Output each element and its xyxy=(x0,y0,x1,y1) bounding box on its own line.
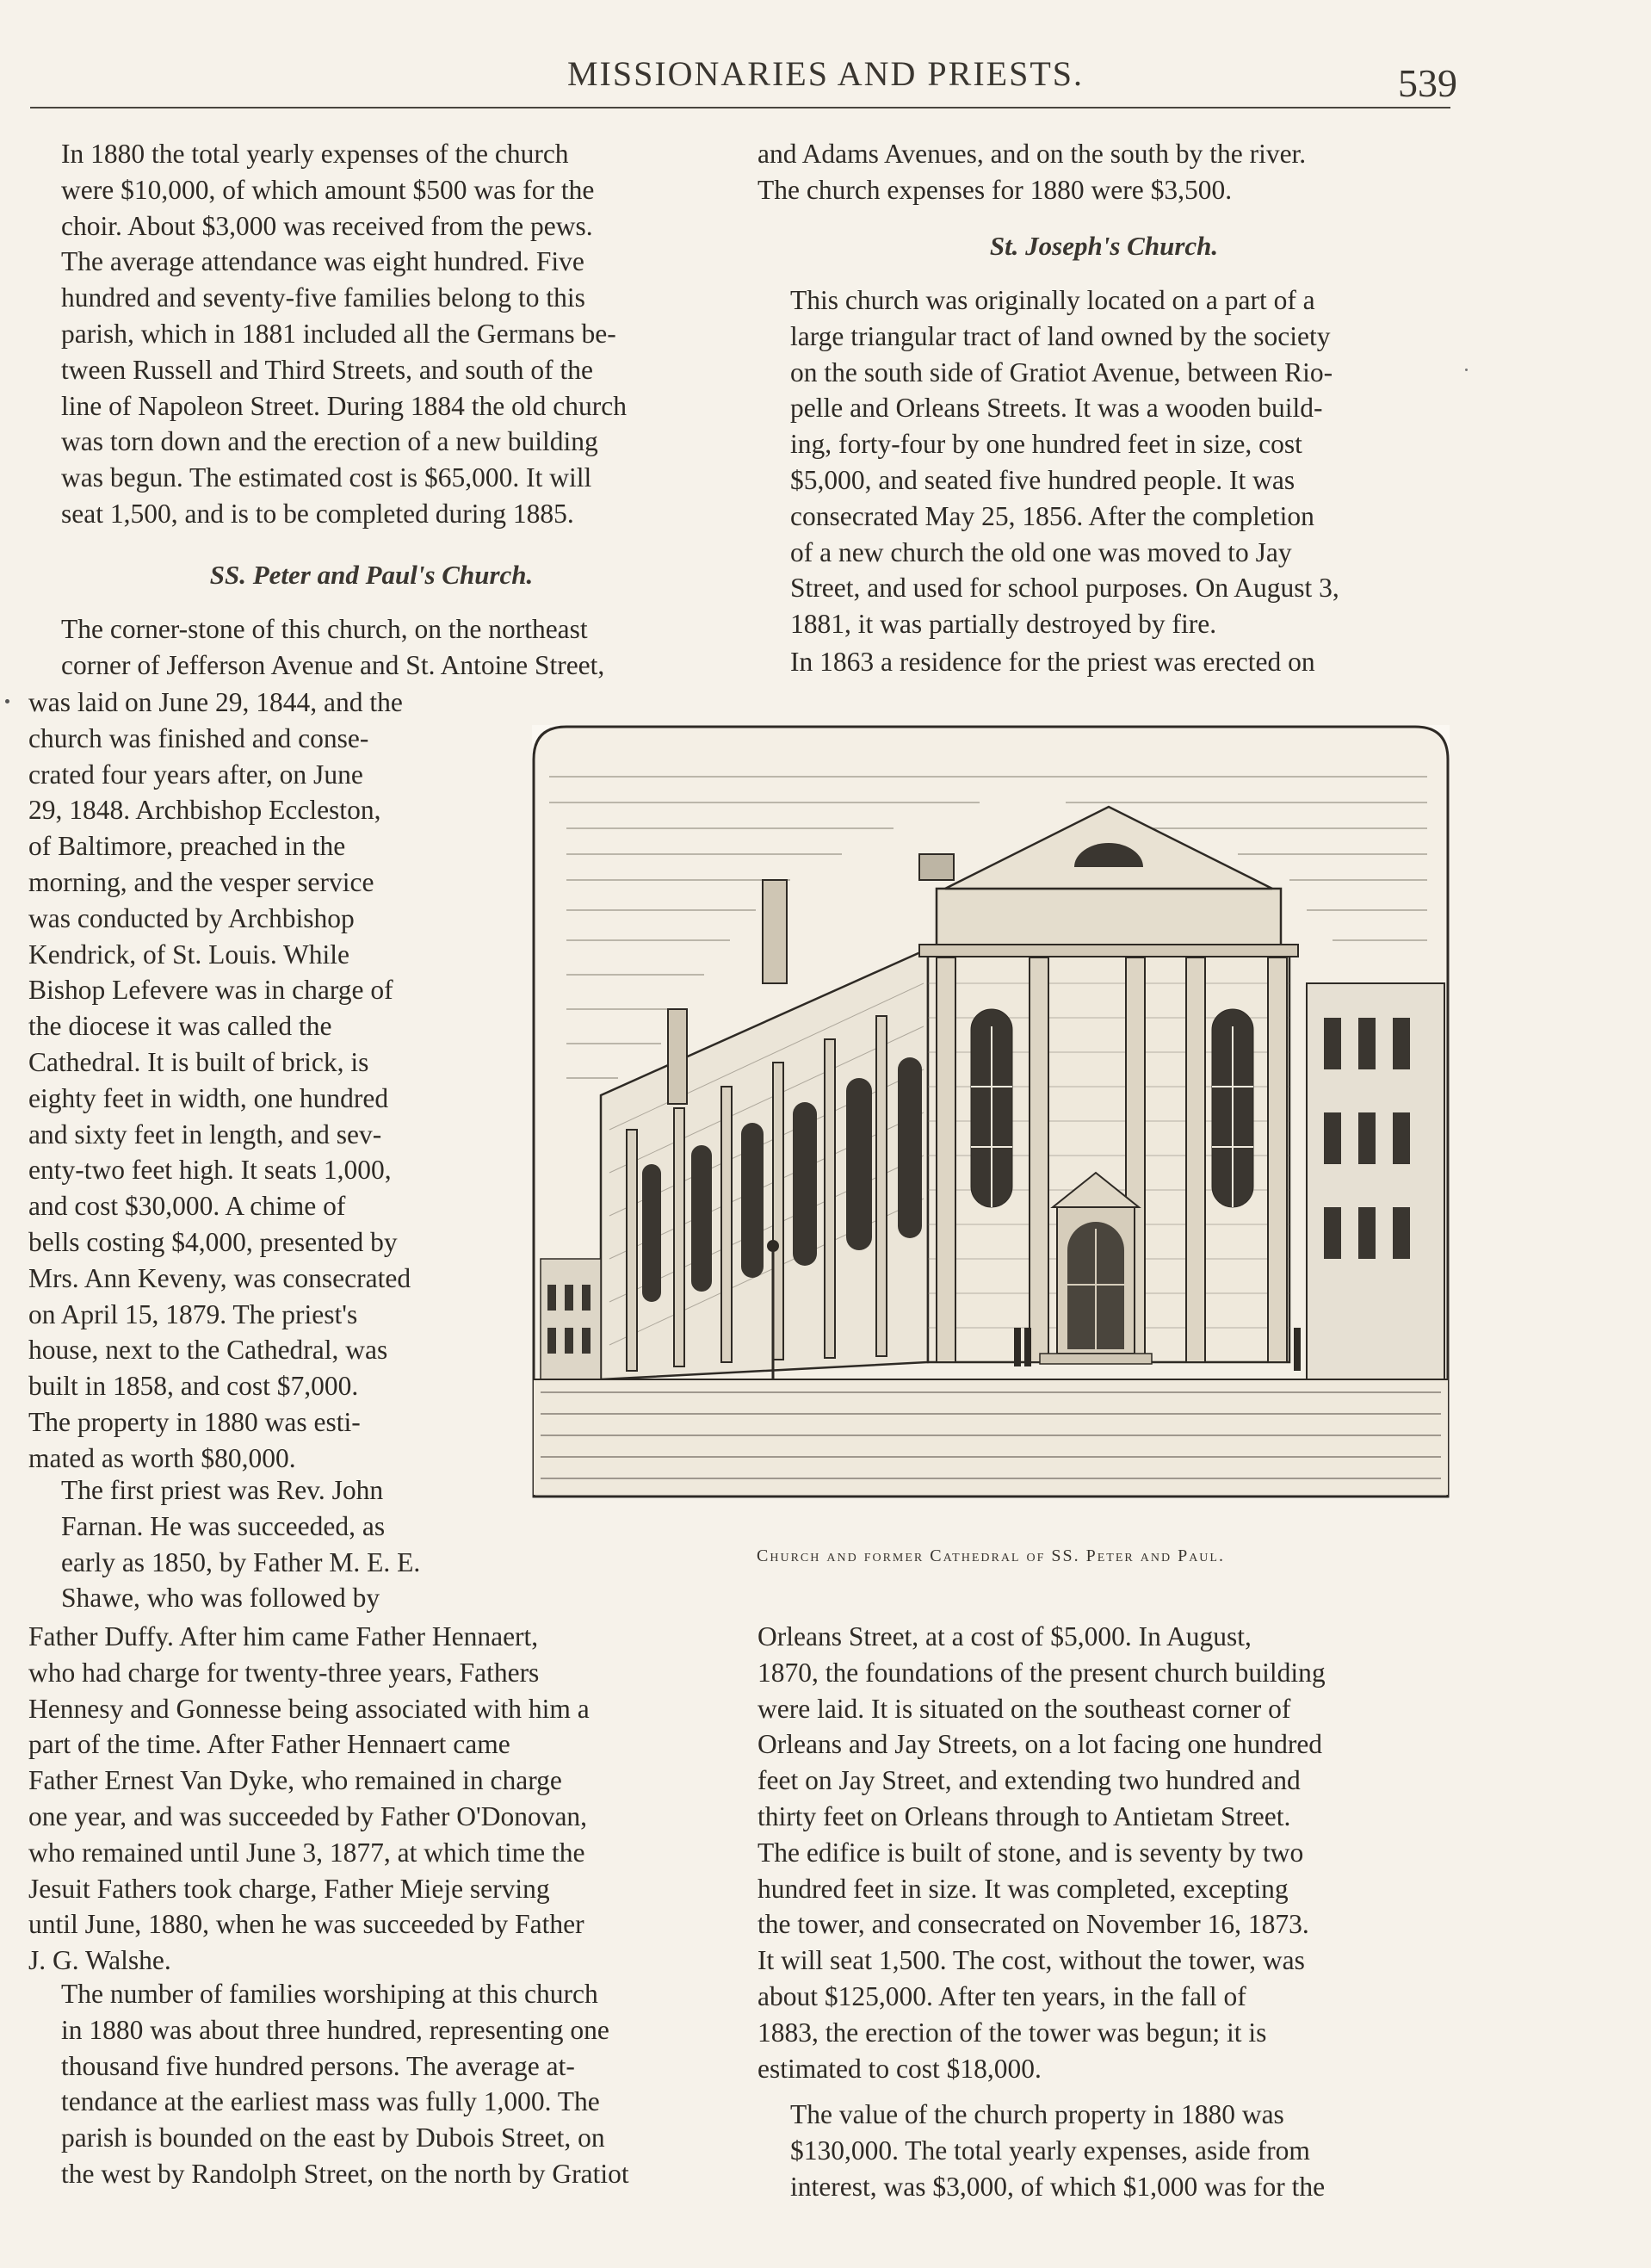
section-heading-ss-peter-paul: SS. Peter and Paul's Church. xyxy=(209,560,534,590)
paragraph-corner-stone: The corner-stone of this church, on the northeast corner of Jefferson Avenue and St. Antoine Street, xyxy=(61,614,605,680)
section-heading-st-joseph: St. Joseph's Church. xyxy=(989,231,1219,261)
paragraph-residence-1863: In 1863 a residence for the priest was erected on xyxy=(790,647,1315,677)
church-illustration xyxy=(532,725,1450,1498)
paragraph-priest-succession: Father Duffy. After him came Father Hennaert, who had charge for twenty-three years, Fathers Hennesy and Gonnesse being associated with him a part of the time. After Father Hennaert came Father Ernest Van Dyke, who remained in charge one year, and was succeeded by Father O'Donovan, who remained until June 3, 1877, at which time the Jesuit Fathers took charge, Father Mieje serving until June, 1880, when he was succeeded by Father J. G. Walshe. xyxy=(28,1621,590,1976)
margin-mark xyxy=(1465,369,1468,371)
paragraph-expenses-1880: In 1880 the total yearly expenses of the church were $10,000, of which amount $500 was for the choir. About $3,000 was received from the pews. The average attendance was eight hundred. Five hundred and seventy-five families belong to this parish, which in 1881 included all the Germans be- tween Russell and Third Streets, and south of the line of Napoleon Street. During 1884 the old church was torn down and the erection of a new building was begun. The estimated cost is $65,000. It will seat 1,500, and is to be completed during 1885. xyxy=(61,139,627,529)
paragraph-st-joseph-origin: This church was originally located on a part of a large triangular tract of land owned by the society on the south side of Gratiot Avenue, between Rio- pelle and Orleans Streets. It was a wooden build- ing, forty-four by one hundred feet in size, cost $5,000, and seated five hundred people. It was consecrated May 25, 1856. After the completion of a new church the old one was moved to Jay Street, and used for school purposes. On August 3, 1881, it was partially destroyed by fire. xyxy=(790,285,1339,640)
paragraph-first-priest: The first priest was Rev. John Farnan. He was succeeded, as early as 1850, by Father M. E. E. Shawe, who was followed by xyxy=(61,1475,421,1614)
figure-caption: Church and former Cathedral of SS. Peter and Paul. xyxy=(757,1546,1225,1565)
paragraph-cathedral-history: was laid on June 29, 1844, and the church was finished and conse- crated four years after, on June 29, 1848. Archbishop Eccleston, of Baltimore, preached in the morning, and the vesper service was conducted by Archbishop Kendrick, of St. Louis. While Bishop Lefevere was in charge of the diocese it was called the Cathedral. It is built of brick, is eighty feet in width, one hundred and sixty feet in length, and sev- enty-two feet high. It seats 1,000, and cost $30,000. A chime of bells costing $4,000, presented by Mrs. Ann Keveny, was consecrated on April 15, 1879. The priest's house, next to the Cathedral, was built in 1858, and cost $7,000. The property in 1880 was esti- mated as worth $80,000. xyxy=(28,687,411,1473)
paragraph-present-church: Orleans Street, at a cost of $5,000. In August, 1870, the foundations of the present church building were laid. It is situated on the southeast corner of Orleans and Jay Streets, on a lot facing one hundred feet on Jay Street, and extending two hundred and thirty feet on Orleans through to Antietam Street. The edifice is built of stone, and is seventy by two hundred feet in size. It was completed, excepting the tower, and consecrated on November 16, 1873. It will seat 1,500. The cost, without the tower, was about $125,000. After ten years, in the fall of 1883, the erection of the tower was begun; it is estimated to cost $18,000. xyxy=(757,1621,1326,2084)
running-head: MISSIONARIES AND PRIESTS. xyxy=(566,54,1085,93)
church-engraving xyxy=(532,725,1450,1498)
paragraph-families-worshiping: The number of families worshiping at this church in 1880 was about three hundred, representing one thousand five hundred persons. The average at- tendance at the earliest mass was fully 1,000. The parish is bounded on the east by Dubois Street, on the west by Randolph Street, on the north by Gratiot xyxy=(61,1979,629,2189)
page-number: 539 xyxy=(1398,61,1457,105)
paragraph-parish-bounds-cont: and Adams Avenues, and on the south by the river. The church expenses for 1880 were $3,500. xyxy=(757,139,1307,205)
paragraph-property-value: The value of the church property in 1880 was $130,000. The total yearly expenses, aside from interest, was $3,000, of which $1,000 was for the xyxy=(790,2099,1326,2202)
margin-mark xyxy=(5,699,9,703)
header-rule xyxy=(30,107,1450,108)
